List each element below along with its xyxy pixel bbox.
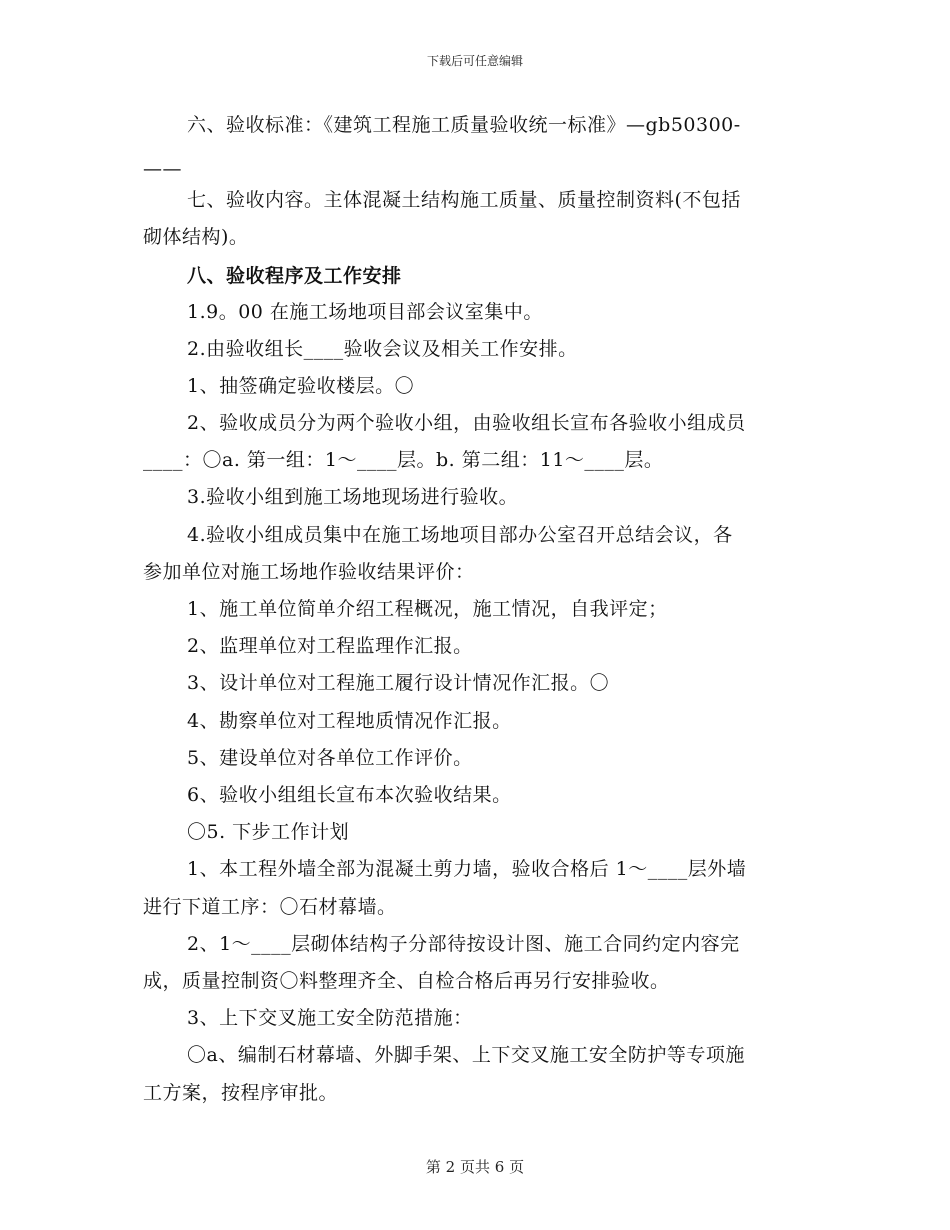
- paragraph-line: 2、监理单位对工程监理作汇报。: [187, 635, 473, 657]
- paragraph-line: 1、抽签确定验收楼层。〇: [187, 375, 415, 397]
- paragraph-line: 2.由验收组长____验收会议及相关工作安排。: [187, 338, 578, 360]
- paragraph-line: 参加单位对施工场地作验收结果评价：: [143, 561, 475, 583]
- paragraph-line: 2、验收成员分为两个验收小组，由验收组长宣布各验收小组成员: [187, 412, 746, 434]
- paragraph-line: 4、勘察单位对工程地质情况作汇报。: [187, 710, 512, 732]
- paragraph-line: 1.9。00 在施工场地项目部会议室集中。: [187, 301, 543, 323]
- paragraph-line: 进行下道工序：〇石材幕墙。: [143, 896, 397, 918]
- paragraph-line: 〇a、编制石材幕墙、外脚手架、上下交叉施工安全防护等专项施: [187, 1044, 745, 1066]
- paragraph-line: 1、本工程外墙全部为混凝土剪力墙，验收合格后 1～____层外墙: [187, 858, 747, 880]
- paragraph-line: 2、1～____层砌体结构子分部待按设计图、施工合同约定内容完: [187, 933, 740, 955]
- paragraph-line: ——: [143, 158, 182, 180]
- paragraph-line: 6、验收小组组长宣布本次验收结果。: [187, 784, 512, 806]
- paragraph-line: 1、施工单位简单介绍工程概况，施工情况，自我评定；: [187, 598, 668, 620]
- paragraph-line: 砌体结构)。: [143, 226, 249, 248]
- paragraph-line: ____：〇a. 第一组：1～____层。b. 第二组：11～____层。: [143, 449, 664, 471]
- paragraph-line: 3.验收小组到施工场地现场进行验收。: [187, 486, 519, 508]
- paragraph-line: 六、验收标准：《建筑工程施工质量验收统一标准》—gb50300-: [187, 114, 741, 136]
- paragraph-line: 3、设计单位对工程施工履行设计情况作汇报。〇: [187, 672, 610, 694]
- paragraph-line: 3、上下交叉施工安全防范措施：: [187, 1007, 473, 1029]
- paragraph-line: 5、建设单位对各单位工作评价。: [187, 747, 473, 769]
- page-footer: 第 2 页共 6 页: [425, 1158, 525, 1176]
- paragraph-line: 工方案，按程序审批。: [143, 1082, 339, 1104]
- section-heading: 八、验收程序及工作安排: [187, 265, 402, 287]
- paragraph-line: 成，质量控制资〇料整理齐全、自检合格后再另行安排验收。: [143, 970, 670, 992]
- paragraph-line: 4.验收小组成员集中在施工场地项目部办公室召开总结会议，各: [187, 524, 733, 546]
- paragraph-line: 七、验收内容。主体混凝土结构施工质量、质量控制资料(不包括: [187, 189, 741, 211]
- page-header: 下载后可任意编辑: [426, 54, 523, 68]
- paragraph-line: 〇5. 下步工作计划: [187, 821, 350, 843]
